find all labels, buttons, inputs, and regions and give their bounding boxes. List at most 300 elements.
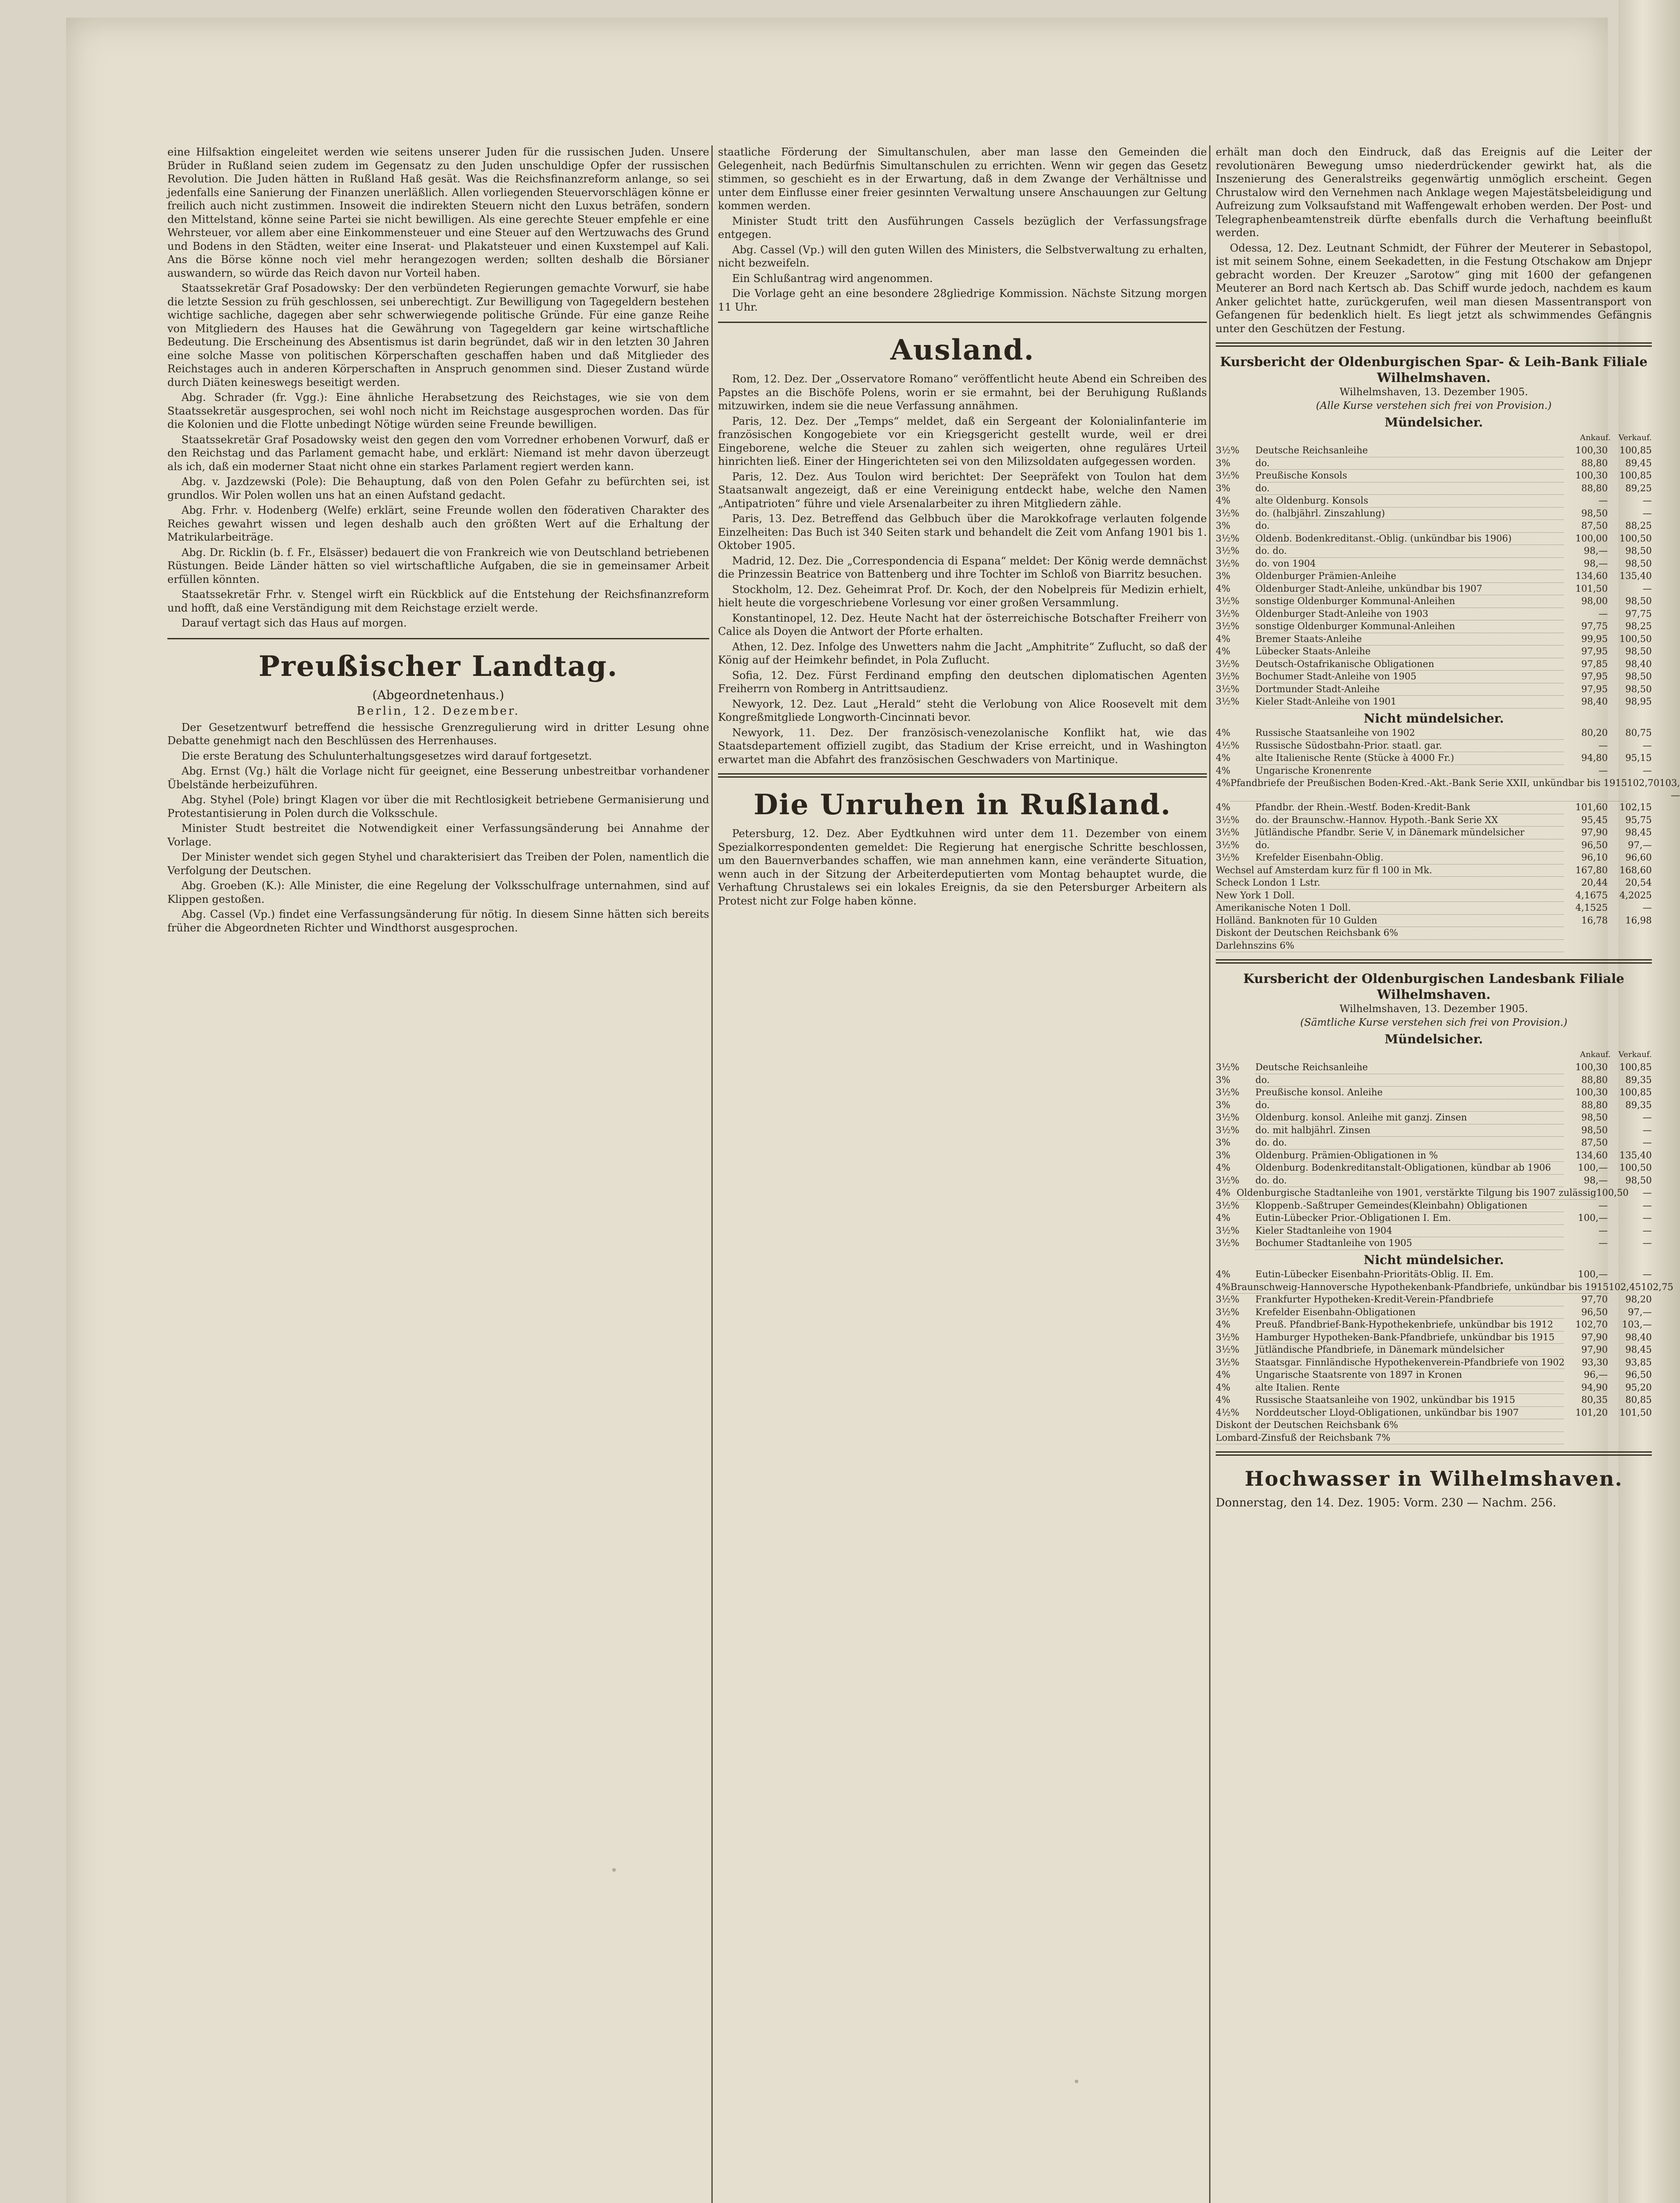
rate-row (1216, 1061, 1652, 1074)
ausland-heading: Ausland. (890, 334, 1035, 367)
buy-price: 4,1525 (1575, 902, 1608, 913)
security-name: Diskont der Deutschen Reichsbank 6% (1216, 1419, 1564, 1432)
buy-price: 96,50 (1581, 1306, 1608, 1317)
paragraph: Paris, 12. Dez. Aus Toulon wird berichtet: Der Seepräfekt von Toulon hat dem Staatsanwalt angezeigt, daß er eine Vereinigung entdeckt habe, welche den Namen „Antipatrioten“ führe und viele Arsenalarbeiter zu ihren Mitgliedern zähle. (718, 470, 1207, 510)
security-name: Kloppenb.-Saßtruper Gemeindes(Kleinbahn) Obligationen (1255, 1200, 1564, 1213)
sell-price (1608, 1432, 1652, 1445)
interest-rate: 3% (1216, 520, 1231, 531)
buy-price: 93,30 (1581, 1357, 1609, 1368)
security-name: Amerikanische Noten 1 Doll. (1216, 902, 1564, 915)
paragraph: Abg. Schrader (fr. Vgg.): Eine ähnliche Herabsetzung des Reichstages, wie sie von dem Staatssekretär ausgesprochen, sei wohl noch nicht im Reichstage ausgesprochen worden. Das für die Kolonien und die Flotte unbedingt Nötige würden seine Freunde bewilligen. (167, 391, 709, 430)
buy-price: 87,50 (1581, 520, 1608, 531)
rate-row (1216, 1187, 1652, 1200)
rate-row (1216, 533, 1652, 545)
buy-price: 97,90 (1581, 1331, 1608, 1343)
column-headers (1216, 1048, 1652, 1062)
rate-row (1216, 1369, 1652, 1382)
rate-row (1216, 827, 1652, 839)
interest-rate: 3½% (1216, 1357, 1240, 1368)
interest-rate: 3½% (1216, 621, 1240, 631)
buy-price: 97,90 (1581, 1344, 1608, 1355)
security-name: Preuß. Pfandbrief-Bank-Hypothekenbriefe, unkündbar bis 1912 (1255, 1319, 1564, 1331)
interest-rate: 3½% (1216, 852, 1240, 863)
paragraph: Konstantinopel, 12. Dez. Heute Nacht hat der österreichische Botschafter Freiherr von Calice als Doyen die Antwort der Pforte erhalten. (718, 612, 1207, 638)
fx-table (1216, 864, 1652, 953)
paragraph: Stockholm, 12. Dez. Geheimrat Prof. Dr. Koch, der den Nobelpreis für Medizin erhielt, hielt heute die vorgeschriebene Vorlesung vor einer großen Versammlung. (718, 583, 1207, 609)
interest-rate: 3½% (1216, 533, 1240, 544)
security-name: Holländ. Banknoten für 10 Gulden (1216, 915, 1564, 927)
security-name: Pfandbriefe der Preußischen Boden-Kred.-Akt.-Bank Serie XXII, unkündbar bis 1915 (1230, 777, 1627, 801)
buy-price: 100,30 (1575, 445, 1608, 456)
paragraph: Staatssekretär Graf Posadowsky weist den gegen den vom Vorredner erhobenen Vorwurf, daß er den Reichstag und das Parlament gemacht habe, und erklärt: Niemand ist mehr davon überzeugt als ich, daß ein moderner Staat nicht ohne ein starkes Parlament regiert werden kann. (167, 433, 709, 473)
sell-price: — (1643, 1269, 1652, 1280)
rate-row (1216, 927, 1652, 940)
buy-price: 88,80 (1581, 457, 1608, 468)
paragraph: Staatssekretär Frhr. v. Stengel wirft ein Rückblick auf die Entstehung der Reichsfinanzreform und hofft, daß eine Verständigung mit dem Reichstage erzielt werde. (167, 588, 709, 614)
unruhen-heading: Die Unruhen in Rußland. (753, 788, 1172, 821)
security-name: New York 1 Doll. (1216, 890, 1564, 902)
security-name: Kieler Stadt-Anleihe von 1901 (1255, 696, 1564, 708)
rate-row (1216, 583, 1652, 596)
interest-rate: 3½% (1216, 445, 1240, 456)
buy-price: 100,— (1578, 1213, 1608, 1223)
security-name: Krefelder Eisenbahn-Obligationen (1255, 1306, 1564, 1319)
buy-price: 98,40 (1581, 696, 1608, 707)
sell-price: 103,— (1622, 1319, 1652, 1330)
rate-row (1216, 696, 1652, 708)
buy-price: — (1599, 1200, 1608, 1211)
security-name: Bremer Staats-Anleihe (1255, 633, 1564, 646)
rate-row (1216, 890, 1652, 902)
paragraph: Athen, 12. Dez. Infolge des Unwetters nahm die Jacht „Amphitrite“ Zuflucht, so daß der König auf der Heimkehr befindet, in Pola Zuflucht. (718, 640, 1207, 666)
sell-price: — (1643, 1187, 1652, 1198)
paragraph: Newyork, 12. Dez. Laut „Herald“ steht die Verlobung von Alice Roosevelt mit dem Kongreßmitgliede Longworth-Cincinnati bevor. (718, 697, 1207, 723)
sell-price: 93,85 (1625, 1357, 1652, 1368)
buy-price: 20,44 (1581, 877, 1608, 888)
interest-rate: 4% (1216, 495, 1231, 506)
sell-price: 98,50 (1625, 683, 1652, 694)
interest-rate: 3½% (1216, 1225, 1240, 1236)
sell-price: 98,25 (1625, 621, 1652, 631)
column-headers (1216, 431, 1652, 445)
rate-row (1216, 608, 1652, 621)
sell-price: — (1643, 508, 1652, 519)
buy-price: — (1599, 1225, 1608, 1236)
buy-price: 95,45 (1581, 814, 1608, 825)
rate-row (1216, 558, 1652, 571)
rate-row (1216, 915, 1652, 927)
paragraph: Abg. Groeben (K.): Alle Minister, die eine Regelung der Volksschulfrage unternahmen, sind auf Klippen gestoßen. (167, 879, 709, 905)
rate-row (1216, 445, 1652, 457)
security-name: Braunschweig-Hannoversche Hypothekenbank-Pfandbriefe, unkündbar bis 1915 (1230, 1281, 1609, 1294)
rate-row (1216, 1099, 1652, 1112)
sell-price: — (1643, 1112, 1652, 1123)
sell-price: 80,85 (1625, 1394, 1652, 1405)
sell-price: 97,— (1628, 839, 1652, 850)
buy-price: 87,50 (1581, 1137, 1608, 1148)
interest-rate: 3% (1216, 1150, 1231, 1161)
sell-price: — (1643, 740, 1652, 751)
buy-price: — (1599, 765, 1608, 776)
buy-price: 97,70 (1581, 1294, 1608, 1305)
security-name: Bochumer Stadtanleihe von 1905 (1255, 1237, 1564, 1250)
interest-rate: 3½% (1216, 470, 1240, 481)
buy-price: 88,80 (1581, 1074, 1608, 1085)
paragraph: Staatssekretär Graf Posadowsky: Der den verbündeten Regierungen gemachte Vorwurf, sie habe die letzte Session zu früh geschlossen, sei unberechtigt. Zur Bewilligung von Tagegeldern bestehen wichtige sachliche, dagegen aber sehr schwerwiegende politische Gründe. Für eine ganze Reihe von Mitgliedern des Hauses hat die Gewährung von Tagegeldern gar keine wirtschaftliche Bedeutung. Die Erscheinung des Absentismus ist darin begründet, daß wir in den letzten 30 Jahren eine solche Masse von politischen Körperschaften geschaffen haben und daß Mitglieder des Reichstages auch in anderen Körperschaften in Anspruch genommen sind. Dieser Zustand würde durch Diäten keineswegs beseitigt werden. (167, 282, 709, 389)
security-name: do. (1255, 520, 1564, 533)
security-name: do. mit halbjährl. Zinsen (1255, 1124, 1564, 1137)
rate-row (1216, 1268, 1652, 1281)
sell-price: 98,50 (1625, 558, 1652, 569)
sell-price: 80,75 (1625, 727, 1652, 738)
rate-row (1216, 1382, 1652, 1394)
buy-price: 94,80 (1581, 753, 1608, 763)
buy-price: 167,80 (1575, 864, 1608, 875)
sell-price: — (1643, 1225, 1652, 1236)
security-name: do. (1255, 839, 1564, 852)
security-name: Russische Staatsanleihe von 1902, unkündbar bis 1915 (1255, 1394, 1564, 1407)
paragraph: Newyork, 11. Dez. Der französisch-venezolanische Konflikt hat, wie das Staatsdepartement offiziell zugibt, das Stadium der Krise erreicht, und in Washington erwartet man die Abfahrt des französischen Geschwaders von Martinique. (718, 726, 1207, 766)
buy-price: 97,90 (1581, 827, 1608, 838)
security-name: do. do. (1255, 545, 1564, 558)
column-header-buy: Ankauf. (1580, 433, 1611, 442)
section-label: Mündelsicher. (1384, 1032, 1483, 1046)
interest-rate: 4% (1216, 1319, 1231, 1330)
interest-rate: 3½% (1216, 683, 1240, 694)
interest-rate: 4½% (1216, 1407, 1240, 1418)
buy-price: 134,60 (1575, 1150, 1608, 1161)
paragraph: Sofia, 12. Dez. Fürst Ferdinand empfing den deutschen diplomatischen Agenten Freiherrn von Romberg in Antrittsaudienz. (718, 669, 1207, 695)
rate-row (1216, 1150, 1652, 1162)
security-name: Oldenburger Stadt-Anleihe, unkündbar bis 1907 (1255, 583, 1564, 596)
buy-price (1564, 927, 1608, 940)
interest-rate: 3% (1216, 457, 1231, 468)
sell-price: 98,40 (1625, 658, 1652, 669)
column-header-sell: Verkauf. (1618, 1050, 1652, 1059)
buy-price: 98,— (1584, 558, 1608, 569)
interest-rate: 4% (1216, 1369, 1231, 1380)
section-divider (1216, 342, 1652, 347)
buy-price: 99,95 (1581, 633, 1608, 644)
paragraph: Petersburg, 12. Dez. Aber Eydtkuhnen wird unter dem 11. Dezember von einem Spezialkorrespondenten gemeldet: Die Regierung hat energische Schritte beschlossen, um den Bauernverbandes schaffen, wie man annehmen kann, eine veränderte Situation, wenn auch in der Sitzung der Arbeiterdeputierten vom Montag behauptet wurde, die Verhaftung Chrustalews sei ein lokales Ereignis, da sie den Petersburger Arbeitern als Protest nicht zur Folge haben könne. (718, 827, 1207, 907)
rate-row (1216, 1357, 1652, 1369)
security-name: Lübecker Staats-Anleihe (1255, 645, 1564, 658)
buy-price: 98,50 (1581, 1124, 1608, 1135)
sell-price: 95,75 (1625, 814, 1652, 825)
kursbericht-spar-leihbank (1216, 354, 1680, 952)
buy-price: 80,35 (1581, 1394, 1608, 1405)
column-right (1216, 145, 1680, 2203)
landtag-heading: Preußischer Landtag. (258, 649, 618, 683)
sell-price: 100,85 (1619, 1087, 1652, 1098)
rate-row (1216, 1212, 1652, 1225)
interest-rate: 3% (1216, 482, 1231, 493)
sell-price: — (1643, 765, 1652, 776)
buy-price: 97,75 (1581, 621, 1608, 631)
buy-price (1564, 1419, 1608, 1432)
sell-price: 89,35 (1625, 1099, 1652, 1110)
rate-row (1216, 1294, 1652, 1306)
paragraph: Abg. v. Jazdzewski (Pole): Die Behauptung, daß von den Polen Gefahr zu befürchten sei, ist grundlos. Wir Polen wollen uns hat an einen Aufstand gedacht. (167, 475, 709, 501)
rate-row (1216, 1074, 1652, 1087)
rate-row (1216, 814, 1652, 827)
security-name: Frankfurter Hypotheken-Kredit-Verein-Pfandbriefe (1255, 1294, 1564, 1306)
interest-rate: 3½% (1216, 1344, 1240, 1355)
rate-row (1216, 864, 1652, 877)
security-name: alte Oldenburg. Konsols (1255, 495, 1564, 508)
security-name: do. (1255, 1074, 1564, 1087)
sell-price: 103,— (1659, 778, 1680, 801)
security-name: sonstige Oldenburger Kommunal-Anleihen (1255, 620, 1564, 633)
paragraph: Abg. Styhel (Pole) bringt Klagen vor über die mit Rechtlosigkeit betriebene Germanisierung und Protestantisierung in Polen durch die Volksschule. (167, 794, 709, 820)
sell-price: 100,50 (1619, 533, 1652, 544)
paragraph: Die erste Beratung des Schulunterhaltungsgesetzes wird darauf fortgesetzt. (181, 749, 592, 762)
interest-rate: 4% (1216, 753, 1231, 763)
buy-price: 101,50 (1575, 583, 1608, 594)
interest-rate: 4% (1216, 1394, 1231, 1405)
rate-row (1216, 877, 1652, 890)
sell-price: 96,50 (1625, 1369, 1652, 1380)
paragraph: Darauf vertagt sich das Haus auf morgen. (181, 617, 407, 629)
buy-price: 96,10 (1581, 852, 1608, 863)
interest-rate: 4% (1216, 727, 1231, 738)
security-name: alte Italienische Rente (Stücke à 4000 Fr.) (1255, 752, 1564, 765)
sell-price: 4,2025 (1619, 890, 1652, 901)
interest-rate: 4% (1216, 1382, 1231, 1393)
landtag-subheading: (Abgeordnetenhaus.) (372, 687, 504, 702)
rate-table (1216, 1061, 1652, 1250)
rate-row (1216, 777, 1680, 801)
rate-row (1216, 902, 1652, 915)
paragraph: eine Hilfsaktion eingeleitet werden wie seitens unserer Juden für die russischen Juden. Unsere Brüder in Rußland seien zudem im Gegensatz zu den Juden unschuldige Opfer der russischen Revolution. Die Juden hätten in Rußland Haß gesät. Was die Reichsfinanzreform anlange, so sei jedenfalls eine Sanierung der Finanzen unerläßlich. Allen vorliegenden Steuervorschlägen könne er freilich auch nicht zustimmen. Insoweit die indirekten Steuern nicht den Luxus beträfen, sondern den Mittelstand, könne seine Partei sie nicht bewilligen. Als eine gerechte Steuer empfehle er eine Wehrsteuer, vor allem aber eine Einkommensteuer und eine Steuer auf den Wertzuwachs des Grund und Bodens in den Städten, weiter eine Inserat- und Plakatsteuer und einen Kuxstempel auf Kali. Ans die Börse könne noch viel mehr herangezogen werden; sollten deshalb die Börsianer auswandern, so würde das Reich davon nur Vorteil haben. (167, 146, 709, 279)
paragraph: Der Minister wendet sich gegen Styhel und charakterisiert das Treiben der Polen, namentlich die Verfolgung der Deutschen. (167, 851, 709, 877)
report-title: Kursbericht der Oldenburgischen Spar- & Leih-Bank Filiale Wilhelmshaven. (1220, 354, 1648, 385)
paragraph: Minister Studt bestreitet die Notwendigkeit einer Verfassungsänderung bei Annahme der Vorlage. (167, 822, 709, 848)
sell-price: 135,40 (1619, 571, 1652, 581)
security-name: Preußische konsol. Anleihe (1255, 1087, 1564, 1099)
rate-row (1216, 620, 1652, 633)
interest-rate: 4% (1216, 765, 1231, 776)
paragraph: Die Vorlage geht an eine besondere 28gliedrige Kommission. Nächste Sitzung morgen 11 Uhr. (718, 287, 1207, 313)
rate-row (1216, 495, 1652, 508)
interest-rate: 3½% (1216, 696, 1240, 707)
buy-price: 100,30 (1575, 470, 1608, 481)
buy-price: 100,30 (1575, 1087, 1608, 1098)
sell-price (1608, 927, 1652, 940)
column-header-buy: Ankauf. (1580, 1050, 1611, 1059)
paragraph: Abg. Ernst (Vg.) hält die Vorlage nicht für geeignet, eine Besserung unbestreitbar vorhandener Übelstände herbeizuführen. (167, 765, 709, 791)
sell-price: 98,45 (1625, 1344, 1652, 1355)
interest-rate: 3½% (1216, 545, 1240, 556)
hochwasser-text: Donnerstag, den 14. Dez. 1905: Vorm. 230 — Nachm. 256. (1216, 1496, 1557, 1509)
sell-price: 16,98 (1625, 915, 1652, 926)
paragraph: Paris, 12. Dez. Der „Temps“ meldet, daß ein Sergeant der Kolonialinfanterie im französischen Kongogebiete vor ein Kriegsgericht gestellt wurde, weil er drei Eingeborene, welche die Steuer zu zahlen sich weigerten, ohne reguläres Urteil hinrichten ließ. Einer der Hingerichteten sei von den Milizsoldaten aufgegessen worden. (718, 415, 1207, 467)
security-name: Wechsel auf Amsterdam kurz für fl 100 in Mk. (1216, 864, 1564, 877)
buy-price: 102,70 (1575, 1319, 1608, 1330)
column-header-sell: Verkauf. (1618, 433, 1652, 442)
sell-price: 97,— (1628, 1306, 1652, 1317)
security-name: do. do. (1255, 1175, 1564, 1187)
rate-row (1216, 470, 1652, 482)
kursbericht-landesbank (1216, 971, 1673, 1444)
rate-row (1216, 1306, 1652, 1319)
interest-rate: 4% (1216, 1269, 1231, 1280)
rate-table (1216, 1268, 1673, 1419)
security-name: Hamburger Hypotheken-Bank-Pfandbriefe, unkündbar bis 1915 (1255, 1331, 1564, 1344)
buy-price: — (1599, 608, 1608, 619)
rate-row (1216, 1419, 1652, 1432)
rate-row (1216, 1162, 1652, 1175)
buy-price: 98,— (1584, 1175, 1608, 1186)
rate-row (1216, 1112, 1652, 1124)
sell-price: 102,75 (1641, 1281, 1673, 1292)
interest-rate: 3% (1216, 1137, 1231, 1148)
sell-price: 100,50 (1619, 1162, 1652, 1173)
buy-price: — (1599, 740, 1608, 751)
sell-price: 89,35 (1625, 1074, 1652, 1085)
interest-rate: 3½% (1216, 1062, 1240, 1072)
sell-price (1608, 1419, 1652, 1432)
paragraph: Madrid, 12. Dez. Die „Correspondencia di Espana“ meldet: Der König werde demnächst die Prinzessin Beatrice von Battenberg und ihre Tochter im Schloß von Biarritz besuchen. (718, 554, 1207, 580)
rate-row (1216, 1394, 1652, 1407)
security-name: do. von 1904 (1255, 558, 1564, 571)
section-label: Nicht mündelsicher. (1363, 711, 1504, 726)
security-name: do. do. (1255, 1137, 1564, 1150)
rate-row (1216, 645, 1652, 658)
report-note: (Sämtliche Kurse verstehen sich frei von Provision.) (1300, 1016, 1568, 1028)
interest-rate: 3½% (1216, 1112, 1240, 1123)
ink-spot (612, 1868, 616, 1872)
report-note: (Alle Kurse verstehen sich frei von Provision.) (1316, 400, 1552, 412)
sell-price: 89,25 (1625, 482, 1652, 493)
sell-price: 98,50 (1625, 646, 1652, 656)
rate-row (1216, 658, 1652, 671)
report-title: Kursbericht der Oldenburgischen Landesbank Filiale Wilhelmshaven. (1243, 971, 1624, 1002)
section-divider (718, 322, 1207, 323)
buy-price: 4,1675 (1575, 890, 1608, 901)
buy-price: 98,— (1584, 545, 1608, 556)
sell-price: — (1643, 583, 1652, 594)
interest-rate: 3½% (1216, 671, 1240, 682)
interest-rate: 3% (1216, 571, 1231, 581)
sell-price: 100,85 (1619, 470, 1652, 481)
security-name: Norddeutscher Lloyd-Obligationen, unkündbar bis 1907 (1255, 1407, 1564, 1420)
column-middle (718, 145, 1207, 2203)
security-name: Oldenburgische Stadtanleihe von 1901, verstärkte Tilgung bis 1907 zulässig (1236, 1187, 1596, 1200)
buy-price: 100,— (1578, 1269, 1608, 1280)
sell-price: — (1643, 1200, 1652, 1211)
security-name: do. der Braunschw.-Hannov. Hypoth.-Bank Serie XX (1255, 814, 1564, 827)
column-left (167, 145, 709, 2203)
interest-rate: 4% (1216, 1162, 1231, 1173)
column-rule-right (1209, 145, 1210, 2203)
interest-rate: 3½% (1216, 508, 1240, 519)
rate-row (1216, 1432, 1652, 1445)
rate-row (1216, 1087, 1652, 1099)
security-name: Jütländische Pfandbriefe, in Dänemark mündelsicher (1255, 1344, 1564, 1357)
buy-price: 100,00 (1575, 533, 1608, 544)
sell-price: — (1643, 1238, 1652, 1248)
security-name: sonstige Oldenburger Kommunal-Anleihen (1255, 595, 1564, 608)
buy-price: 16,78 (1581, 915, 1608, 926)
column-rule-left (711, 145, 713, 2203)
sell-price: 98,50 (1625, 596, 1652, 606)
interest-rate: 4% (1216, 633, 1231, 644)
buy-price: 97,85 (1581, 658, 1608, 669)
interest-rate: 3½% (1216, 608, 1240, 619)
rate-row (1216, 1175, 1652, 1187)
interest-rate: 4% (1216, 1281, 1231, 1292)
security-name: Oldenburger Stadt-Anleihe von 1903 (1255, 608, 1564, 621)
security-name: Oldenb. Bodenkreditanst.-Oblig. (unkündbar bis 1906) (1255, 533, 1564, 545)
buy-price: 102,70 (1627, 778, 1660, 788)
rate-row (1216, 1124, 1652, 1137)
report-dateline: Wilhelmshaven, 13. Dezember 1905. (1340, 386, 1528, 398)
rate-row (1216, 1225, 1652, 1238)
security-name: Pfandbr. der Rhein.-Westf. Boden-Kredit-Bank (1255, 801, 1564, 814)
security-name: Ungarische Staatsrente von 1897 in Kronen (1255, 1369, 1564, 1382)
section-divider (1216, 1451, 1652, 1456)
buy-price: 88,80 (1581, 482, 1608, 493)
interest-rate: 3½% (1216, 1331, 1240, 1343)
security-name: Dortmunder Stadt-Anleihe (1255, 683, 1564, 696)
interest-rate: 4% (1216, 802, 1231, 812)
buy-price: 88,80 (1581, 1099, 1608, 1110)
interest-rate: 3½% (1216, 839, 1240, 850)
rate-row (1216, 852, 1652, 864)
sell-price: 98,95 (1625, 696, 1652, 707)
sell-price: 96,60 (1625, 852, 1652, 863)
paragraph: Der Gesetzentwurf betreffend die hessische Grenzregulierung wird in dritter Lesung ohne Debatte genehmigt nach den Beschlüssen des Herrenhauses. (167, 721, 709, 747)
buy-price: 98,50 (1581, 508, 1608, 519)
interest-rate: 3½% (1216, 658, 1240, 669)
rate-row (1216, 752, 1652, 765)
interest-rate: 4% (1216, 1213, 1231, 1223)
sell-price: 98,20 (1625, 1294, 1652, 1305)
sell-price: 101,50 (1619, 1407, 1652, 1418)
rate-row (1216, 520, 1652, 533)
buy-price: 94,90 (1581, 1382, 1608, 1393)
rate-row (1216, 1344, 1652, 1357)
sell-price: 98,50 (1625, 545, 1652, 556)
security-name: Kieler Stadtanleihe von 1904 (1255, 1225, 1564, 1238)
security-name: Eutin-Lübecker Eisenbahn-Prioritäts-Oblig. II. Em. (1255, 1268, 1564, 1281)
security-name: do. (1255, 1099, 1564, 1112)
section-divider (718, 773, 1207, 778)
sell-price: 20,54 (1625, 877, 1652, 888)
buy-price: 102,45 (1608, 1281, 1641, 1292)
interest-rate: 4½% (1216, 740, 1240, 751)
paragraph: Abg. Cassel (Vp.) will den guten Willen des Ministers, die Selbstverwaltung zu erhalten, nicht bezweifeln. (718, 243, 1207, 269)
section-divider (167, 638, 709, 639)
paragraph: Abg. Cassel (Vp.) findet eine Verfassungsänderung für nötig. In diesem Sinne hätten sich bereits früher die Abgeordneten Richter und Windthorst ausgesprochen. (167, 908, 709, 934)
security-name: Scheck London 1 Lstr. (1216, 877, 1564, 890)
security-name: do. (1255, 482, 1564, 495)
ink-spot (1075, 2080, 1078, 2083)
rate-row (1216, 765, 1652, 778)
sell-price: 97,75 (1625, 608, 1652, 619)
sell-price (1608, 940, 1652, 953)
interest-rate: 3½% (1216, 1175, 1240, 1186)
rate-row (1216, 1237, 1652, 1250)
sell-price: — (1643, 1124, 1652, 1135)
paragraph: Ein Schlußantrag wird angenommen. (732, 272, 933, 285)
buy-price: 96,— (1584, 1369, 1608, 1380)
security-name: Deutsche Reichsanleihe (1255, 1061, 1564, 1074)
rate-row (1216, 727, 1652, 740)
interest-rate: 4% (1216, 583, 1231, 594)
security-name: Russische Staatsanleihe von 1902 (1255, 727, 1564, 740)
